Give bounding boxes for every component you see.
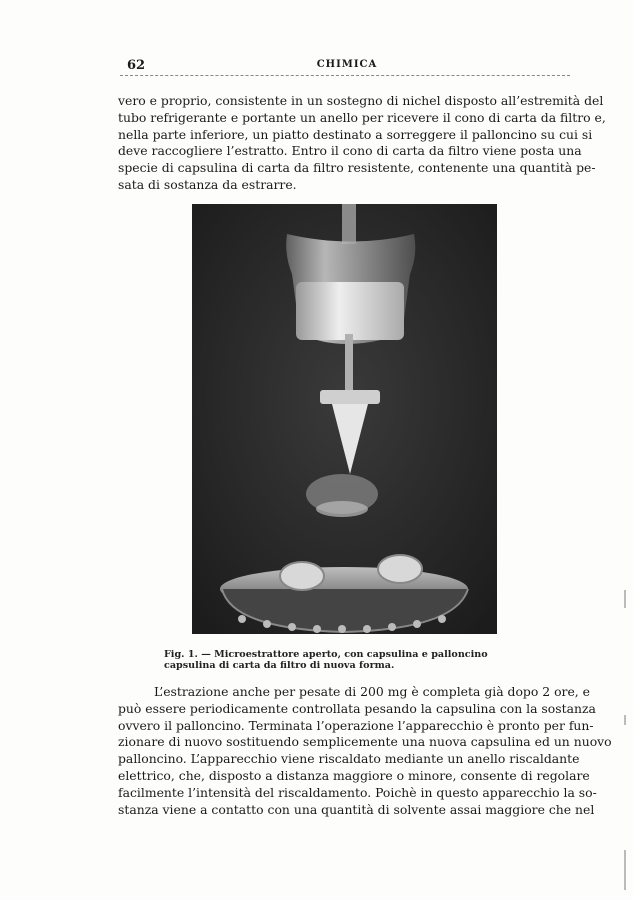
scan-margin-mark <box>624 850 626 890</box>
capsule-left <box>280 562 324 590</box>
page-number: 62 <box>127 58 146 73</box>
page-header <box>127 58 567 74</box>
text-line: può essere periodicamente controllata pesando la capsulina con la sostanza <box>118 700 596 716</box>
text-line: elettrico, che, disposto a distanza maggiore o minore, consente di regolare <box>118 767 590 783</box>
caption-line: capsulina di carta da filtro di nuova forma. <box>164 660 395 671</box>
text-line: vero e proprio, consistente in un sostegno di nichel disposto all’estremità del <box>118 93 604 108</box>
header-rule <box>120 75 570 76</box>
text-line: zionare di nuovo sostituendo semplicemente una nuova capsulina ed un nuovo <box>118 734 612 750</box>
text-line: ovvero il palloncino. Terminata l’operazione l’apparecchio è pronto per fun- <box>118 717 594 733</box>
text-line: L’estrazione anche per pesate di 200 mg è completa già dopo 2 ore, e <box>154 684 591 699</box>
text-line: stanza viene a contatto con una quantità di solvente assai maggiore che nel <box>118 801 595 817</box>
stem <box>345 334 353 394</box>
paper-band <box>296 282 404 340</box>
text-line: nella parte inferiore, un piatto destinato a sorreggere il palloncino su cui si <box>118 126 593 142</box>
text-line: deve raccogliere l’estratto. Entro il cono di carta da filtro viene posta una <box>118 143 582 159</box>
microextractor-illustration <box>192 204 497 634</box>
text-line: tubo refrigerante e portante un anello per ricevere il cono di carta da filtro e, <box>118 109 606 125</box>
paragraph-2 <box>118 684 612 818</box>
capsule-right <box>378 555 422 583</box>
scan-margin-mark <box>624 715 626 725</box>
running-head: CHIMICA <box>316 59 378 70</box>
text-line: specie di capsulina di carta da filtro resistente, contenente una quantità pe- <box>118 160 596 176</box>
figure-photo-microextractor <box>192 204 497 634</box>
paragraph-1 <box>118 93 606 194</box>
caption-line: Fig. 1. — Microestrattore aperto, con capsulina e palloncino <box>164 649 488 660</box>
text-line: sata di sostanza da estrarre. <box>118 176 297 192</box>
tube-top <box>342 204 356 244</box>
text-line: palloncino. L’apparecchio viene riscaldato mediante un anello riscaldante <box>118 751 580 767</box>
figure-caption <box>164 649 544 671</box>
text-line: facilmente l’intensità del riscaldamento. Poichè in questo apparecchio la so- <box>118 784 597 800</box>
holder-ring <box>320 390 380 404</box>
scan-margin-mark <box>624 590 626 608</box>
